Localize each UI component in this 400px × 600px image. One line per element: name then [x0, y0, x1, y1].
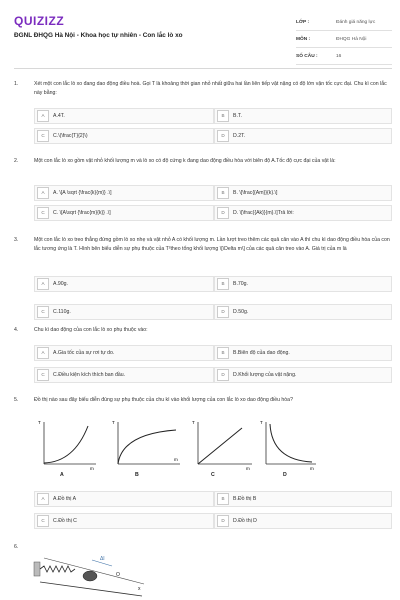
- question-4: [14, 326, 390, 335]
- option-text: D.2T.: [233, 133, 246, 139]
- option-d[interactable]: [214, 367, 392, 383]
- meta-value: 16: [336, 53, 342, 59]
- period-mass-graphs: [30, 414, 320, 484]
- header-divider: [14, 68, 392, 69]
- question-3: [14, 236, 390, 253]
- question-text: Một con lắc lò xo treo thẳng đứng gồm lò xo nhẹ và vật nhỏ A có khối lượng m. Lần lượt treo thêm các quả cân vào A thì chu kì dao động điều hòa của con lắc tương ứng là T. Hình bên biểu diễn sự phụ thuộc của T²theo tổng khối lượng \[\Delta m\] của các quả cân treo vào A. Giá trị của m là: [34, 237, 390, 252]
- question-text: Xét một con lắc lò xo đang dao động điều hoà. Gọi T là khoảng thời gian nhỏ nhất giữa hai lần liên tiếp vật nặng có độ lớn vận tốc cực đại. Chu kì con lắc này bằng:: [34, 81, 387, 96]
- graph-label-d: D: [283, 472, 287, 478]
- option-b[interactable]: [214, 185, 392, 201]
- option-d[interactable]: [214, 513, 392, 529]
- option-c[interactable]: [34, 205, 214, 221]
- option-text: A.Gia tốc của sự rơi tự do.: [53, 350, 115, 356]
- question-number: 3.: [14, 237, 19, 243]
- meta-label: SỐ CÂU :: [296, 53, 318, 59]
- option-letter: B: [217, 110, 229, 122]
- axis-label-m: m: [174, 457, 178, 462]
- option-text: C. \[A\sqrt {\frac{m}{k}} .\]: [53, 210, 111, 216]
- option-a[interactable]: [34, 491, 214, 507]
- label-origin: O: [116, 572, 120, 578]
- quizizz-logo: QUIZIZZ: [14, 14, 65, 28]
- option-text: B.Đồ thị B: [233, 496, 257, 502]
- option-c[interactable]: [34, 513, 214, 529]
- meta-label: LỚP :: [296, 19, 310, 25]
- axis-label-t: T: [38, 420, 41, 425]
- graph-label-a: A: [60, 472, 64, 478]
- option-text: B. \[\frac{{Am}}{k}.\]: [233, 190, 278, 196]
- meta-row-count: [296, 48, 392, 65]
- option-text: A. \[A \sqrt {\frac{k}{m}} .\]: [53, 190, 112, 196]
- graph-a: [38, 420, 96, 471]
- spring-incline-figure: [30, 552, 150, 600]
- option-text: B.Biên độ của dao động.: [233, 350, 290, 356]
- question-text: Đồ thị nào sau đây biểu diễn đúng sự phụ thuộc của chu kì vào khối lượng của con lắc lò xo dao động điều hòa?: [34, 397, 293, 403]
- option-c[interactable]: [34, 304, 214, 320]
- option-a[interactable]: [34, 108, 214, 124]
- question-1: [14, 80, 390, 97]
- question-text: Chu kì dao động của con lắc lò xo phụ thuộc vào:: [34, 327, 148, 333]
- option-letter: A: [37, 347, 49, 359]
- label-x-axis: x: [138, 586, 141, 592]
- option-letter: B: [217, 278, 229, 290]
- option-c[interactable]: [34, 128, 214, 144]
- question-number: 2.: [14, 158, 19, 164]
- option-letter: C: [37, 369, 49, 381]
- option-letter: A: [37, 278, 49, 290]
- option-text: D.Khối lượng của vật nặng.: [233, 372, 297, 378]
- question-number: 1.: [14, 81, 19, 87]
- option-text: A.90g.: [53, 281, 68, 287]
- option-letter: C: [37, 207, 49, 219]
- meta-row-subject: [296, 31, 392, 48]
- option-letter: A: [37, 110, 49, 122]
- option-b[interactable]: [214, 108, 392, 124]
- page-title: ĐGNL ĐHQG Hà Nội - Khoa học tự nhiên - Con lắc lò xo: [14, 32, 183, 39]
- meta-value: Đánh giá năng lực: [336, 19, 376, 25]
- option-b[interactable]: [214, 491, 392, 507]
- question-number: 5.: [14, 397, 19, 403]
- axis-label-m: m: [310, 466, 314, 471]
- axis-label-t: T: [260, 420, 263, 425]
- option-b[interactable]: [214, 276, 392, 292]
- option-text: D.Đồ thị D: [233, 518, 257, 524]
- option-letter: D: [217, 306, 229, 318]
- option-a[interactable]: [34, 345, 214, 361]
- option-letter: A: [37, 493, 49, 505]
- option-c[interactable]: [34, 367, 214, 383]
- question-text: Một con lắc lò xo gồm vật nhỏ khối lượng m và lò xo có độ cứng k đang dao động điều hòa với biên độ A.Tốc độ cực đại của vật là:: [34, 158, 336, 164]
- option-letter: B: [217, 347, 229, 359]
- meta-row-class: [296, 14, 392, 31]
- meta-value: ĐHQG Hà Nội: [336, 36, 367, 42]
- axis-label-m: m: [246, 466, 250, 471]
- option-a[interactable]: [34, 185, 214, 201]
- axis-label-t: T: [112, 420, 115, 425]
- question-number: 4.: [14, 327, 19, 333]
- option-b[interactable]: [214, 345, 392, 361]
- meta-table: [296, 14, 392, 65]
- option-a[interactable]: [34, 276, 214, 292]
- question-number: 6.: [14, 544, 19, 550]
- graph-d: [260, 420, 316, 471]
- axis-label-t: T: [192, 420, 195, 425]
- graph-label-b: B: [135, 472, 139, 478]
- option-text: A.Đồ thị A: [53, 496, 77, 502]
- option-d[interactable]: [214, 205, 392, 221]
- graph-b: [112, 420, 180, 464]
- option-letter: D: [217, 515, 229, 527]
- option-text: D.50g.: [233, 309, 249, 315]
- question-2: [14, 157, 390, 166]
- option-text: C.\(\frac{T}{2}\): [53, 133, 88, 139]
- question-5: [14, 396, 390, 405]
- option-text: B.T.: [233, 113, 242, 119]
- option-letter: D: [217, 369, 229, 381]
- option-letter: C: [37, 306, 49, 318]
- option-letter: D: [217, 207, 229, 219]
- option-letter: C: [37, 130, 49, 142]
- option-d[interactable]: [214, 128, 392, 144]
- option-text: C.110g.: [53, 309, 71, 315]
- axis-label-m: m: [90, 466, 94, 471]
- label-delta-l: Δl: [100, 556, 105, 562]
- option-d[interactable]: [214, 304, 392, 320]
- meta-label: MÔN :: [296, 36, 311, 42]
- option-letter: C: [37, 515, 49, 527]
- option-letter: A: [37, 187, 49, 199]
- option-text: D. \[\frac{{Ak}}{m}.\]Trả lời:: [233, 210, 294, 216]
- option-text: A.4T.: [53, 113, 65, 119]
- option-letter: D: [217, 130, 229, 142]
- option-text: C.Đồ thị C: [53, 518, 77, 524]
- option-letter: B: [217, 187, 229, 199]
- option-text: C.Điều kiện kích thích ban đầu.: [53, 372, 126, 378]
- graph-label-c: C: [211, 472, 215, 478]
- option-text: B.70g.: [233, 281, 248, 287]
- option-letter: B: [217, 493, 229, 505]
- graph-c: [192, 420, 252, 471]
